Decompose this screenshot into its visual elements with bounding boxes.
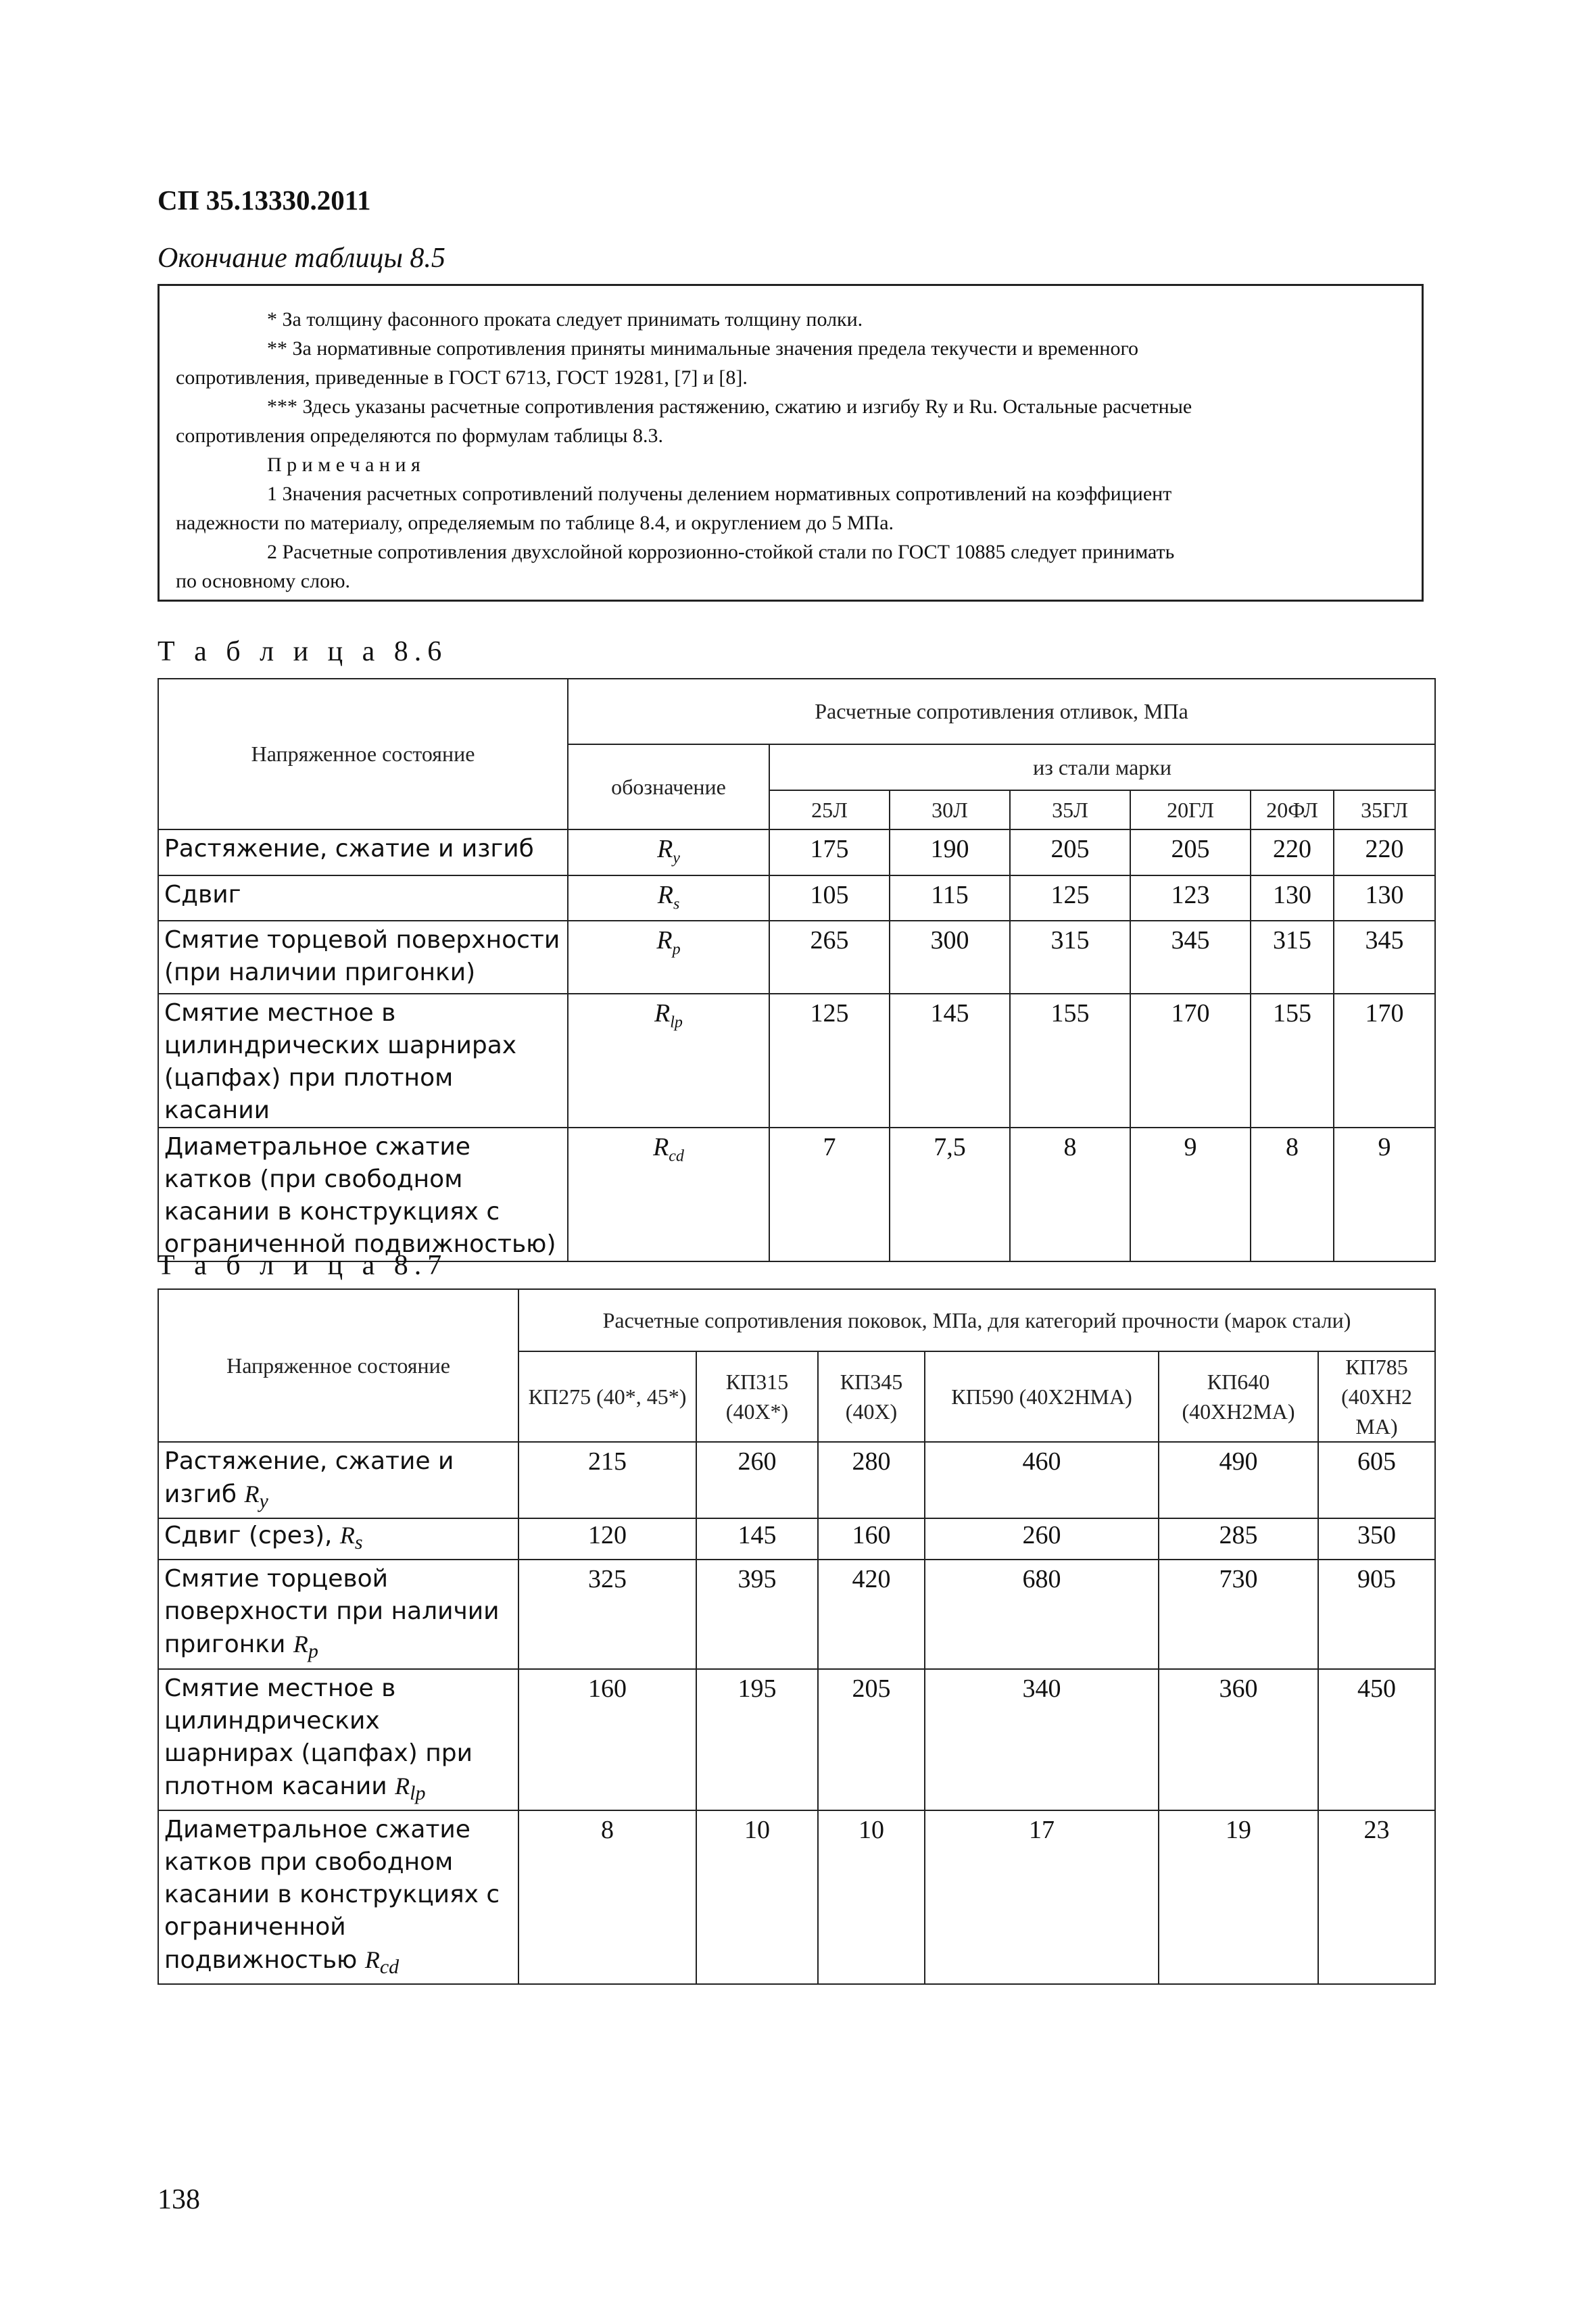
cell-value: 145 (696, 1518, 818, 1560)
grade-header: 20ГЛ (1130, 790, 1251, 829)
notes-heading: П р и м е ч а н и я (267, 454, 420, 476)
category-header: КП640 (40ХН2МА) (1159, 1351, 1318, 1442)
table-row (158, 1128, 1435, 1261)
cell-value: 215 (518, 1442, 696, 1518)
header-main: Расчетные сопротивления отливок, МПа (568, 679, 1435, 744)
cell-value: 265 (769, 921, 890, 994)
cell-value: 125 (1010, 875, 1130, 921)
cell-value: 490 (1159, 1442, 1318, 1518)
cell-value: 205 (818, 1669, 925, 1810)
header-steel: из стали марки (769, 744, 1435, 790)
cell-value: 315 (1010, 921, 1130, 994)
cell-value: 345 (1130, 921, 1251, 994)
cell-value: 280 (818, 1442, 925, 1518)
row-label: Сдвиг (срез), $R_s$ (158, 1518, 518, 1560)
category-header: КП275 (40*, 45*) (518, 1351, 696, 1442)
grade-header: 35Л (1010, 790, 1130, 829)
cell-value: 340 (925, 1669, 1159, 1810)
table-8-7 (158, 1288, 1436, 1985)
row-label: Смятие торцевой поверхности (при наличии пригонки) (158, 921, 568, 994)
cell-value: 195 (696, 1669, 818, 1810)
note-line: по основному слою. (176, 570, 351, 592)
cell-value: 8 (1251, 1128, 1334, 1261)
table-row (158, 994, 1435, 1128)
cell-value: 7,5 (890, 1128, 1010, 1261)
cell-value: 9 (1334, 1128, 1435, 1261)
header-symbol: обозначение (568, 744, 769, 829)
note-line: надежности по материалу, определяемым по таблице 8.4, и округлением до 5 МПа. (176, 512, 894, 534)
cell-value: 285 (1159, 1518, 1318, 1560)
cell-value: 260 (925, 1518, 1159, 1560)
header-state: Напряженное состояние (158, 1289, 518, 1442)
cell-value: 170 (1334, 994, 1435, 1128)
cell-value: 260 (696, 1442, 818, 1518)
table-continuation-title: Окончание таблицы 8.5 (158, 243, 445, 274)
row-label: Растяжение, сжатие и изгиб $R_y$ (158, 1442, 518, 1518)
note-line: 1 Значения расчетных сопротивлений получены делением нормативных сопротивлений на коэффициент (267, 483, 1172, 505)
table-row (158, 829, 1435, 875)
table-row (158, 1669, 1435, 1810)
note-line: ** За нормативные сопротивления приняты минимальные значения предела текучести и временного (267, 337, 1139, 360)
cell-value: 325 (518, 1560, 696, 1668)
cell-value: 205 (1130, 829, 1251, 875)
cell-value: 130 (1334, 875, 1435, 921)
table-8-6 (158, 678, 1436, 1262)
table-8-7-caption: Т а б л и ц а 8.7 (158, 1250, 448, 1281)
cell-value: 450 (1318, 1669, 1435, 1810)
row-label: Диаметральное сжатие катков при свободном касании в конструкциях с ограниченной подвижностью $R_{cd}$ (158, 1810, 518, 1984)
cell-value: 605 (1318, 1442, 1435, 1518)
cell-value: 175 (769, 829, 890, 875)
cell-value: 345 (1334, 921, 1435, 994)
row-label: Сдвиг (158, 875, 568, 921)
table-8-6-caption: Т а б л и ц а 8.6 (158, 636, 448, 667)
row-symbol: $R_p$ (568, 921, 769, 994)
category-header: КП315 (40Х*) (696, 1351, 818, 1442)
row-symbol: $R_{cd}$ (568, 1128, 769, 1261)
page-number: 138 (158, 2184, 200, 2215)
cell-value: 360 (1159, 1669, 1318, 1810)
cell-value: 105 (769, 875, 890, 921)
cell-value: 155 (1251, 994, 1334, 1128)
cell-value: 160 (518, 1669, 696, 1810)
category-header: КП785 (40ХН2 МА) (1318, 1351, 1435, 1442)
cell-value: 205 (1010, 829, 1130, 875)
cell-value: 115 (890, 875, 1010, 921)
cell-value: 120 (518, 1518, 696, 1560)
cell-value: 10 (818, 1810, 925, 1984)
cell-value: 8 (518, 1810, 696, 1984)
cell-value: 680 (925, 1560, 1159, 1668)
cell-value: 170 (1130, 994, 1251, 1128)
table-notes-box (158, 284, 1424, 602)
cell-value: 130 (1251, 875, 1334, 921)
note-line: 2 Расчетные сопротивления двухслойной коррозионно-стойкой стали по ГОСТ 10885 следует принимать (267, 541, 1175, 563)
table-row (158, 875, 1435, 921)
category-header: КП345 (40Х) (818, 1351, 925, 1442)
row-symbol: $R_y$ (568, 829, 769, 875)
note-line: сопротивления определяются по формулам таблицы 8.3. (176, 425, 664, 447)
table-row (158, 1518, 1435, 1560)
cell-value: 220 (1334, 829, 1435, 875)
cell-value: 350 (1318, 1518, 1435, 1560)
row-symbol: $R_{lp}$ (568, 994, 769, 1128)
cell-value: 10 (696, 1810, 818, 1984)
header-state: Напряженное состояние (158, 679, 568, 829)
cell-value: 9 (1130, 1128, 1251, 1261)
table-row (158, 1810, 1435, 1984)
cell-value: 730 (1159, 1560, 1318, 1668)
row-label: Смятие местное в цилиндрических шарнирах (цапфах) при плотном касании $R_{lp}$ (158, 1669, 518, 1810)
cell-value: 160 (818, 1518, 925, 1560)
grade-header: 20ФЛ (1251, 790, 1334, 829)
cell-value: 905 (1318, 1560, 1435, 1668)
grade-header: 35ГЛ (1334, 790, 1435, 829)
note-line: * За толщину фасонного проката следует принимать толщину полки. (267, 308, 863, 331)
cell-value: 125 (769, 994, 890, 1128)
cell-value: 8 (1010, 1128, 1130, 1261)
category-header: КП590 (40Х2НМА) (925, 1351, 1159, 1442)
table-row (158, 1560, 1435, 1668)
row-symbol: $R_s$ (568, 875, 769, 921)
cell-value: 155 (1010, 994, 1130, 1128)
grade-header: 25Л (769, 790, 890, 829)
cell-value: 17 (925, 1810, 1159, 1984)
note-line: *** Здесь указаны расчетные сопротивления растяжению, сжатию и изгибу Ry и Ru. Остальные расчетные (267, 395, 1192, 418)
cell-value: 460 (925, 1442, 1159, 1518)
table-row (158, 1442, 1435, 1518)
header-main: Расчетные сопротивления поковок, МПа, для категорий прочности (марок стали) (518, 1289, 1435, 1351)
grade-header: 30Л (890, 790, 1010, 829)
document-id: СП 35.13330.2011 (158, 185, 371, 216)
cell-value: 123 (1130, 875, 1251, 921)
cell-value: 190 (890, 829, 1010, 875)
row-label: Смятие местное в цилиндрических шарнирах (цапфах) при плотном касании (158, 994, 568, 1128)
note-line: сопротивления, приведенные в ГОСТ 6713, ГОСТ 19281, [7] и [8]. (176, 366, 748, 389)
row-label: Диаметральное сжатие катков (при свободном касании в конструкциях с ограниченной подвижностью) (158, 1128, 568, 1261)
cell-value: 395 (696, 1560, 818, 1668)
cell-value: 7 (769, 1128, 890, 1261)
row-label: Смятие торцевой поверхности при наличии пригонки $R_p$ (158, 1560, 518, 1668)
cell-value: 145 (890, 994, 1010, 1128)
cell-value: 420 (818, 1560, 925, 1668)
cell-value: 23 (1318, 1810, 1435, 1984)
row-label: Растяжение, сжатие и изгиб (158, 829, 568, 875)
cell-value: 315 (1251, 921, 1334, 994)
table-row (158, 921, 1435, 994)
cell-value: 220 (1251, 829, 1334, 875)
cell-value: 19 (1159, 1810, 1318, 1984)
cell-value: 300 (890, 921, 1010, 994)
